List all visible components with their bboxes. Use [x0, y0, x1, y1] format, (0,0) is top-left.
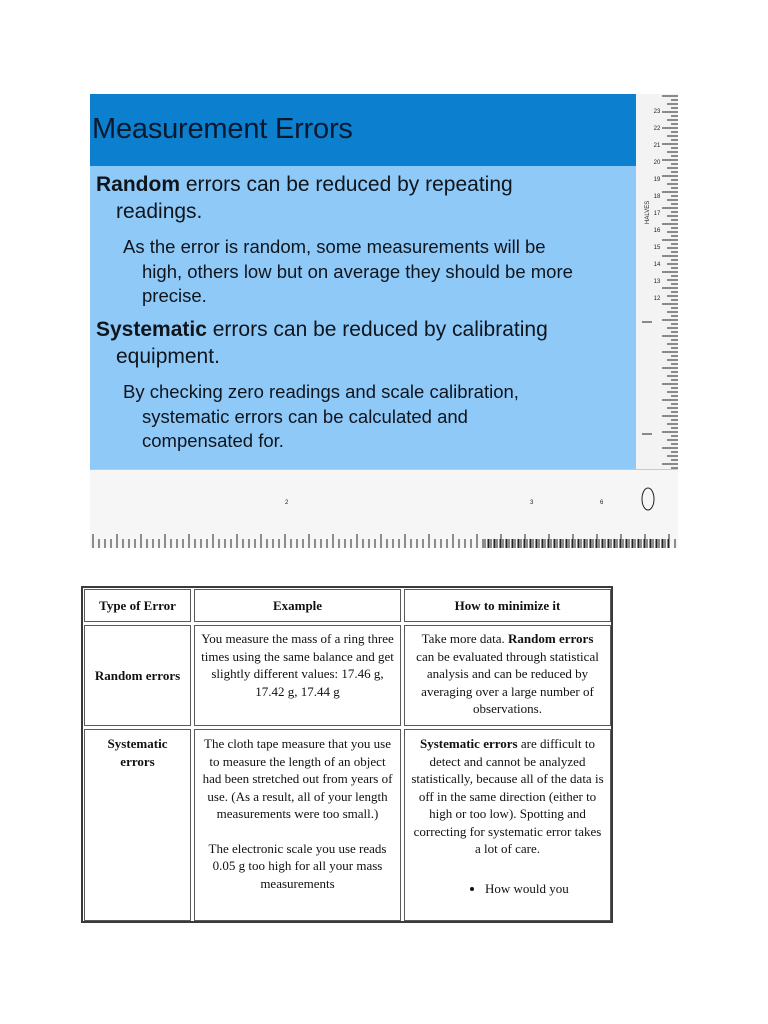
ruler-label: 20 [653, 160, 661, 166]
horizontal-ruler [90, 469, 678, 548]
slide-header [90, 94, 636, 166]
systematic-detail-1: By checking zero readings and scale calibration, [123, 381, 519, 402]
random-heading-line2: readings. [116, 200, 203, 223]
ruler-label: 23 [653, 109, 661, 115]
list-item: • How would you [485, 880, 604, 898]
random-detail-1: As the error is random, some measurements will be [123, 236, 546, 257]
ruler-label: 12 [653, 296, 661, 302]
ruler-label: 19 [653, 177, 661, 183]
ruler-label: 6 [600, 500, 604, 506]
ruler-label: 18 [653, 194, 661, 200]
systematic-detail-2: systematic errors can be calculated and [142, 406, 468, 427]
cell-random-minimize: Take more data. Random errors can be evaluated through statistical analysis and can be reduced by averaging over a large number of observations. [404, 625, 611, 726]
slide-image [90, 94, 678, 548]
random-detail-3: precise. [142, 285, 207, 306]
ruler-label: 15 [653, 245, 661, 251]
ruler-label: 17 [653, 211, 661, 217]
ruler-label: 3 [530, 500, 534, 506]
cell-systematic-example [194, 729, 401, 921]
systematic-heading: Systematic errors can be reduced by calibrating [96, 318, 548, 341]
slide-body [90, 166, 636, 469]
cell-random-type: Random errors [84, 625, 191, 726]
ruler-label: 22 [653, 126, 661, 132]
ruler-label: 14 [653, 262, 661, 268]
cell-systematic-minimize [404, 729, 611, 921]
slide-title: Measurement Errors [92, 113, 353, 145]
systematic-minimize-list [411, 880, 604, 898]
systematic-minimize-paragraph: Systematic errors are difficult to detect and cannot be analyzed statistically, because all of the data is off in the same direction (either to high or too low). Spotting and correcting for systematic error takes a lot of care. [411, 736, 604, 856]
systematic-example-paragraph-1: The cloth tape measure that you use to measure the length of an object had been stretched out from years of use. (As a result, all of your length measurements were too small.) [202, 736, 393, 821]
systematic-heading-line2: equipment. [116, 345, 220, 368]
systematic-detail-3: compensated for. [142, 430, 284, 451]
header-example: Example [194, 589, 401, 622]
ruler-label: 13 [653, 279, 661, 285]
cell-random-example: You measure the mass of a ring three times using the same balance and get slightly different values: 17.46 g, 17.42 g, 17.44 g [194, 625, 401, 726]
ruler-word: HALVES [645, 200, 651, 224]
random-detail-2: high, others low but on average they should be more [142, 261, 573, 282]
header-how-to-minimize: How to minimize it [404, 589, 611, 622]
cell-systematic-type: Systematic errors [84, 729, 191, 921]
errors-table [81, 586, 613, 923]
random-heading: Random errors can be reduced by repeating [96, 173, 513, 196]
header-type-of-error: Type of Error [84, 589, 191, 622]
ruler-label: 2 [285, 500, 289, 506]
systematic-example-paragraph-2: The electronic scale you use reads 0.05 g too high for all your mass measurements [208, 840, 387, 891]
ruler-label: 21 [653, 143, 661, 149]
ruler-label: 16 [653, 228, 661, 234]
